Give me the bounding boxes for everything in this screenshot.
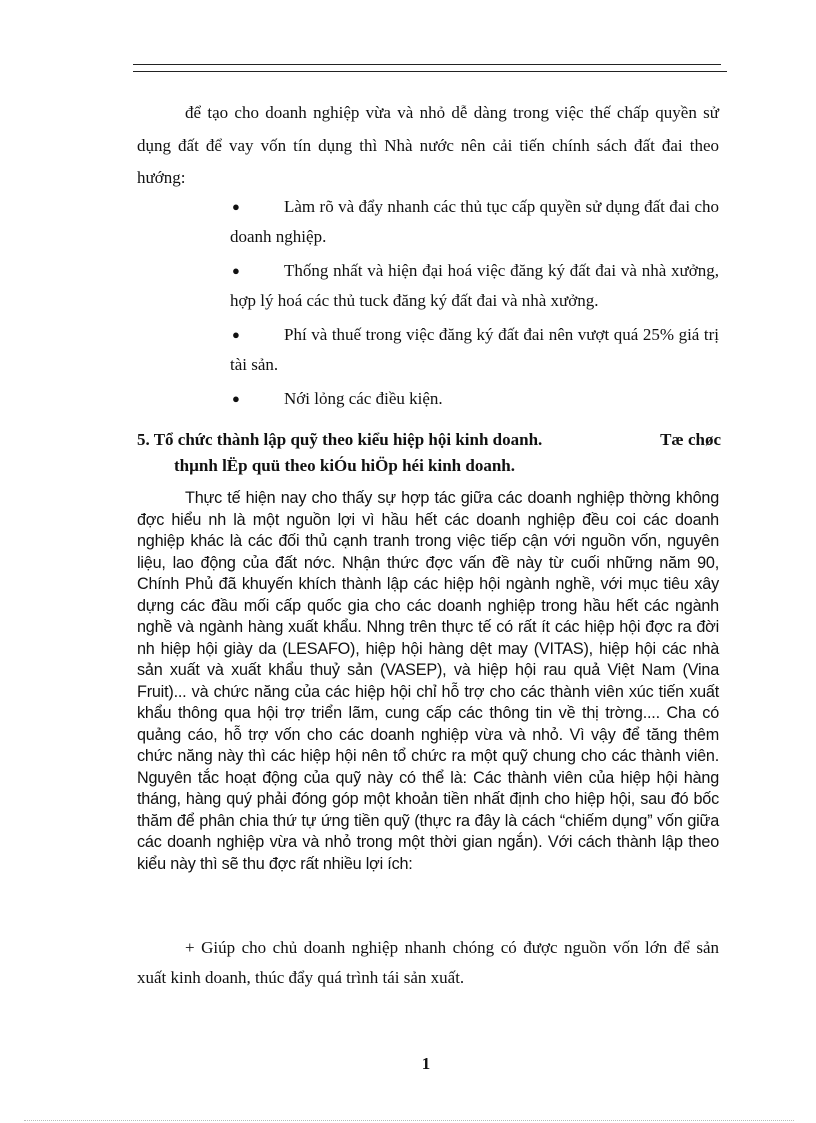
- section-heading: [137, 427, 721, 479]
- bullet-icon: ●: [232, 263, 240, 278]
- header-rule-top: [133, 64, 721, 65]
- bullet-item: [230, 256, 719, 316]
- page-number: 1: [421, 1054, 431, 1073]
- paragraph-body: Thực tế hiện nay cho thấy sự hợp tác giữa các doanh nghiệp thờng không đợc hiểu nh là một nguồn lợi vì hầu hết các doanh nghiệp đều coi các doanh nghiệp khác là các đối thủ cạnh tranh trong việc tiếp cận với nguồn vốn, nguyên liệu, lao động của đất nớc. Nhận thức đợc vấn đề này từ cuối những năm 90, Chính Phủ đã khuyến khích thành lập các hiệp hội ngành nghề, với mục tiêu xây dựng các đầu mối cấp quốc gia cho các doanh nghiệp trong hầu hết các ngành nghề và ngành hàng xuất khẩu. Nhng trên thực tế có rất ít các hiệp hội đợc ra đời nh hiệp hội giày da (LESAFO), hiệp hội hàng dệt may (VITAS), hiệp hội các nhà sản xuất và xuất khẩu thuỷ sản (VASEP), và hiệp hội rau quả Việt Nam (Vina Fruit)... và chức năng của các hiệp hội chỉ hỗ trợ cho các thành viên xúc tiến xuất khẩu thông qua hội trợ triển lãm, cung cấp các thông tin về thị trờng.... Cha có quảng cáo, hỗ trợ vốn cho các doanh nghiệp vừa và nhỏ. Vì vậy để tăng thêm chức năng này thì các hiệp hội nên tổ chức ra một quỹ chung cho các thành viên. Nguyên tắc hoạt động của quỹ này có thể là: Các thành viên của hiệp hội hàng tháng, hàng quý phải đóng góp một khoản tiền nhất định cho hiệp hội, sau đó bốc thăm để phân chia thứ tự ứng tiền quỹ (thực ra đây là cách “chiếm dụng” vốn giữa các doanh nghiệp vừa và nhỏ trong một thời gian ngắn). Với cách thành lập theo kiểu này thì sẽ thu đợc rất nhiều lợi ích:: [137, 489, 719, 873]
- header-rule-bottom: [133, 71, 727, 72]
- bullet-item: [230, 192, 719, 252]
- section-heading-line-1: [137, 427, 721, 453]
- bullet-icon: ●: [232, 199, 240, 214]
- footer-dotted-rule: [24, 1120, 794, 1121]
- bullet-text: Nới lỏng các điều kiện.: [284, 389, 443, 408]
- bullet-list: [230, 192, 719, 418]
- bullet-icon: ●: [232, 327, 240, 342]
- paragraph-benefit: + Giúp cho chủ doanh nghiệp nhanh chóng có được nguồn vốn lớn để sản xuất kinh doanh, thúc đẩy quá trình tái sản xuất.: [137, 938, 719, 987]
- bullet-text: Làm rõ và đẩy nhanh các thủ tục cấp quyền sử dụng đất đai cho doanh nghiệp.: [230, 197, 719, 246]
- section-heading-line-2: thµnh lËp quü theo kiÓu hiÖp héi kinh doanh.: [174, 456, 515, 475]
- bullet-item: [230, 384, 719, 414]
- section-heading-garbled-tail: Tæ chøc: [660, 430, 721, 449]
- section-heading-title: 5. Tổ chức thành lập quỹ theo kiểu hiệp hội kinh doanh.: [137, 430, 543, 449]
- paragraph-intro: để tạo cho doanh nghiệp vừa và nhỏ dễ dàng trong việc thế chấp quyền sử dụng đất để vay vốn tín dụng thì Nhà nước nên cải tiến chính sách đất đai theo hướng:: [137, 103, 719, 187]
- bullet-item: [230, 320, 719, 380]
- bullet-icon: ●: [232, 391, 240, 406]
- bullet-text: Phí và thuế trong việc đăng ký đất đai nên vượt quá 25% giá trị tài sản.: [230, 325, 719, 374]
- bullet-text: Thống nhất và hiện đại hoá việc đăng ký đất đai và nhà xưởng, hợp lý hoá các thủ tuck đăng ký đất đai và nhà xưởng.: [230, 261, 719, 310]
